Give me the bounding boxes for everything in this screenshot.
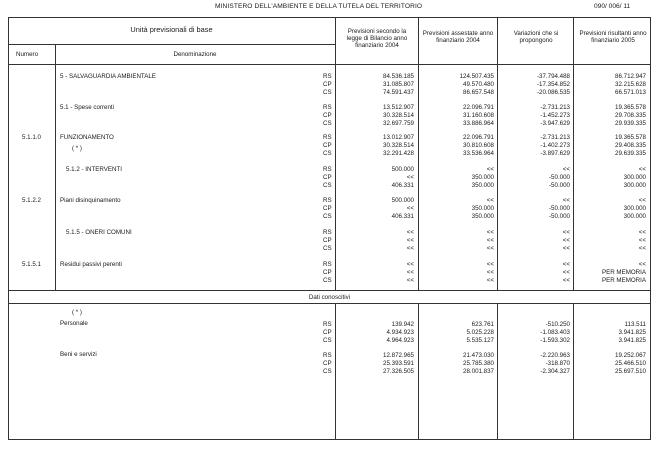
value-prev-risultanti: PER MEMORIA [601,269,646,276]
value-prev-risultanti: 3.941.825 [618,337,646,344]
section-name: Residui passivi perenti [60,261,122,268]
value-variazioni: -3.897.629 [540,150,570,157]
value-prev-legge: 139.942 [391,321,414,328]
value-variazioni: -20.086.535 [536,89,570,96]
dati-note: ( * ) [72,309,82,316]
dati-top-line [8,290,651,291]
value-prev-assestate: << [486,245,494,252]
row-kind-label: CS [323,89,332,96]
value-variazioni: -1.593.302 [540,337,570,344]
value-prev-risultanti: 29.939.335 [615,120,646,127]
col-divider-denominazione [335,17,336,290]
value-prev-assestate: 124.507.435 [459,73,494,80]
row-kind-label: CP [323,360,332,367]
value-prev-risultanti: 19.365.578 [615,104,646,111]
value-prev-risultanti: PER MEMORIA [601,277,646,284]
value-prev-assestate: 623.761 [471,321,494,328]
value-prev-risultanti: 29.639.335 [615,150,646,157]
value-prev-legge: 31.085.807 [383,81,414,88]
value-prev-risultanti: << [638,245,646,252]
section-name: FUNZIONAMENTO [60,134,114,141]
value-prev-legge: 12.872.965 [383,352,414,359]
value-prev-legge: << [406,237,414,244]
col-divider-numero [55,44,56,290]
col-prev-risultanti-header: Previsioni risultanti anno finanziario 2005 [579,30,647,44]
value-prev-risultanti: 29.408.335 [615,142,646,149]
value-variazioni: -50.000 [549,205,570,212]
row-kind-label: CS [323,337,332,344]
dati-title-line [8,303,651,304]
row-kind-label: CS [323,213,332,220]
col-denominazione-header: Denominazione [173,51,217,58]
value-prev-risultanti: 19.365.578 [615,134,646,141]
value-variazioni: << [562,261,570,268]
section-name: 5.1.2 - INTERVENTI [66,166,122,173]
row-kind-label: CS [323,182,332,189]
row-kind-label: CS [323,277,332,284]
value-prev-legge: << [406,269,414,276]
value-variazioni: -17.354.852 [536,81,570,88]
section-numero: 5.1.5.1 [22,261,41,268]
value-variazioni: -2.731.213 [540,104,570,111]
value-prev-assestate: 22.096.791 [463,104,494,111]
value-prev-risultanti: 300.000 [623,182,646,189]
value-prev-legge: 84.536.185 [383,73,414,80]
header-title: MINISTERO DELL'AMBIENTE E DELLA TUTELA DEL TERRITORIO [215,3,423,10]
value-variazioni: << [562,166,570,173]
value-prev-legge: 13.012.907 [383,134,414,141]
value-prev-assestate: << [486,269,494,276]
value-prev-assestate: 350.000 [471,174,494,181]
value-prev-legge: 32.291.428 [383,150,414,157]
value-prev-legge: 30.328.514 [383,142,414,149]
value-prev-legge: 27.326.505 [383,368,414,375]
dati-col-divider-1 [335,303,336,440]
value-variazioni: -1.452.273 [540,112,570,119]
value-prev-legge: 500.000 [391,197,414,204]
row-kind-label: CP [323,329,332,336]
value-variazioni: << [562,237,570,244]
value-prev-legge: 25.393.591 [383,360,414,367]
value-prev-legge: 32.697.759 [383,120,414,127]
value-prev-legge: 13.512.907 [383,104,414,111]
row-kind-label: CP [323,112,332,119]
section-name: 5 - SALVAGUARDIA AMBIENTALE [60,73,156,80]
value-variazioni: << [562,269,570,276]
section-name: Piani disinquinamento [60,197,121,204]
row-kind-label: RS [323,352,332,359]
value-prev-risultanti: 3.941.825 [618,329,646,336]
value-prev-assestate: 33.536.964 [463,150,494,157]
row-kind-label: RS [323,321,332,328]
value-prev-risultanti: 300.000 [623,213,646,220]
value-prev-legge: << [406,261,414,268]
value-prev-risultanti: 25.466.510 [615,360,646,367]
value-variazioni: -318.870 [545,360,570,367]
value-prev-risultanti: 25.697.510 [615,368,646,375]
value-prev-risultanti: 300.000 [623,205,646,212]
row-kind-label: CS [323,245,332,252]
value-prev-legge: 500.000 [391,166,414,173]
value-prev-assestate: 49.570.480 [463,81,494,88]
value-prev-assestate: << [486,229,494,236]
value-prev-assestate: << [486,166,494,173]
row-kind-label: RS [323,134,332,141]
value-prev-risultanti: << [638,237,646,244]
row-kind-label: CP [323,237,332,244]
value-prev-assestate: 350.000 [471,205,494,212]
col-prev-assestate-header: Previsioni assestate anno finanziario 2004 [422,30,494,44]
value-prev-assestate: 25.785.380 [463,360,494,367]
value-prev-legge: << [406,229,414,236]
value-variazioni: -510.250 [545,321,570,328]
value-prev-assestate: 28.001.837 [463,368,494,375]
dati-group-name: Personale [60,320,88,327]
value-prev-legge: 406.331 [391,182,414,189]
value-prev-risultanti: << [638,166,646,173]
value-prev-risultanti: 19.252.067 [615,352,646,359]
value-variazioni: << [562,245,570,252]
row-kind-label: RS [323,229,332,236]
value-prev-assestate: 22.096.791 [463,134,494,141]
section-numero: 5.1.2.2 [22,197,41,204]
dati-col-divider-2 [418,303,419,440]
row-kind-label: RS [323,197,332,204]
value-variazioni: -50.000 [549,174,570,181]
value-prev-legge: << [406,245,414,252]
dati-title: Dati conoscitivi [308,294,351,301]
value-variazioni: -2.220.963 [540,352,570,359]
row-kind-label: CS [323,368,332,375]
value-prev-assestate: 31.160.608 [463,112,494,119]
value-prev-legge: 74.591.437 [383,89,414,96]
row-kind-label: CS [323,120,332,127]
value-prev-legge: << [406,277,414,284]
row-kind-label: RS [323,104,332,111]
value-prev-legge: 30.328.514 [383,112,414,119]
value-prev-assestate: 350.000 [471,182,494,189]
page-reference: 090/ 006/ 11 [594,3,631,10]
row-kind-label: CP [323,142,332,149]
value-variazioni: -1.083.403 [540,329,570,336]
value-prev-legge: 4.934.923 [386,329,414,336]
value-variazioni: << [562,229,570,236]
value-variazioni: -2.304.327 [540,368,570,375]
value-prev-risultanti: << [638,197,646,204]
value-prev-assestate: 350.000 [471,213,494,220]
value-variazioni: -1.402.273 [540,142,570,149]
value-prev-assestate: 86.657.548 [463,89,494,96]
value-prev-legge: 406.331 [391,213,414,220]
value-prev-assestate: 21.473.030 [463,352,494,359]
group-title: Unità previsionali di base [130,25,213,34]
row-kind-label: RS [323,261,332,268]
value-prev-legge: 4.964.923 [386,337,414,344]
row-kind-label: CP [323,269,332,276]
row-kind-label: CS [323,150,332,157]
row-kind-label: RS [323,166,332,173]
value-variazioni: -50.000 [549,182,570,189]
value-prev-risultanti: 29.708.335 [615,112,646,119]
value-prev-assestate: << [486,197,494,204]
section-note: ( * ) [72,145,82,152]
value-variazioni: -3.947.629 [540,120,570,127]
value-prev-assestate: << [486,261,494,268]
col-prev-legge-header: Previsioni secondo la legge di Bilancio anno finanziario 2004 [346,28,408,49]
value-prev-risultanti: 32.215.628 [615,81,646,88]
row-kind-label: CP [323,81,332,88]
value-prev-risultanti: 300.000 [623,174,646,181]
value-prev-assestate: 5.535.127 [466,337,494,344]
section-name: 5.1 - Spese correnti [60,104,114,111]
header-inner-line [8,44,335,45]
value-variazioni: -37.794.488 [536,73,570,80]
col-divider-legge [418,17,419,290]
col-numero-header: Numero [16,51,39,58]
value-prev-assestate: 30.810.608 [463,142,494,149]
value-prev-assestate: << [486,237,494,244]
dati-group-name: Beni e servizi [60,351,97,358]
row-kind-label: CP [323,205,332,212]
col-variazioni-header: Variazioni che si propongono [513,30,559,44]
value-variazioni: -2.731.213 [540,134,570,141]
value-variazioni: << [562,197,570,204]
value-prev-assestate: 33.886.964 [463,120,494,127]
value-variazioni: << [562,277,570,284]
header-bottom-line [8,64,651,65]
value-prev-risultanti: 66.571.013 [615,89,646,96]
value-prev-assestate: 5.025.228 [466,329,494,336]
value-prev-legge: << [406,174,414,181]
value-prev-assestate: << [486,277,494,284]
value-prev-risultanti: 113.511 [624,321,646,328]
value-prev-risultanti: 86.712.947 [615,73,646,80]
section-numero: 5.1.1.0 [22,134,41,141]
row-kind-label: CP [323,174,332,181]
value-variazioni: -50.000 [549,213,570,220]
value-prev-risultanti: << [638,261,646,268]
value-prev-legge: << [406,205,414,212]
section-name: 5.1.5 - ONERI COMUNI [66,229,132,236]
value-prev-risultanti: << [638,229,646,236]
row-kind-label: RS [323,73,332,80]
